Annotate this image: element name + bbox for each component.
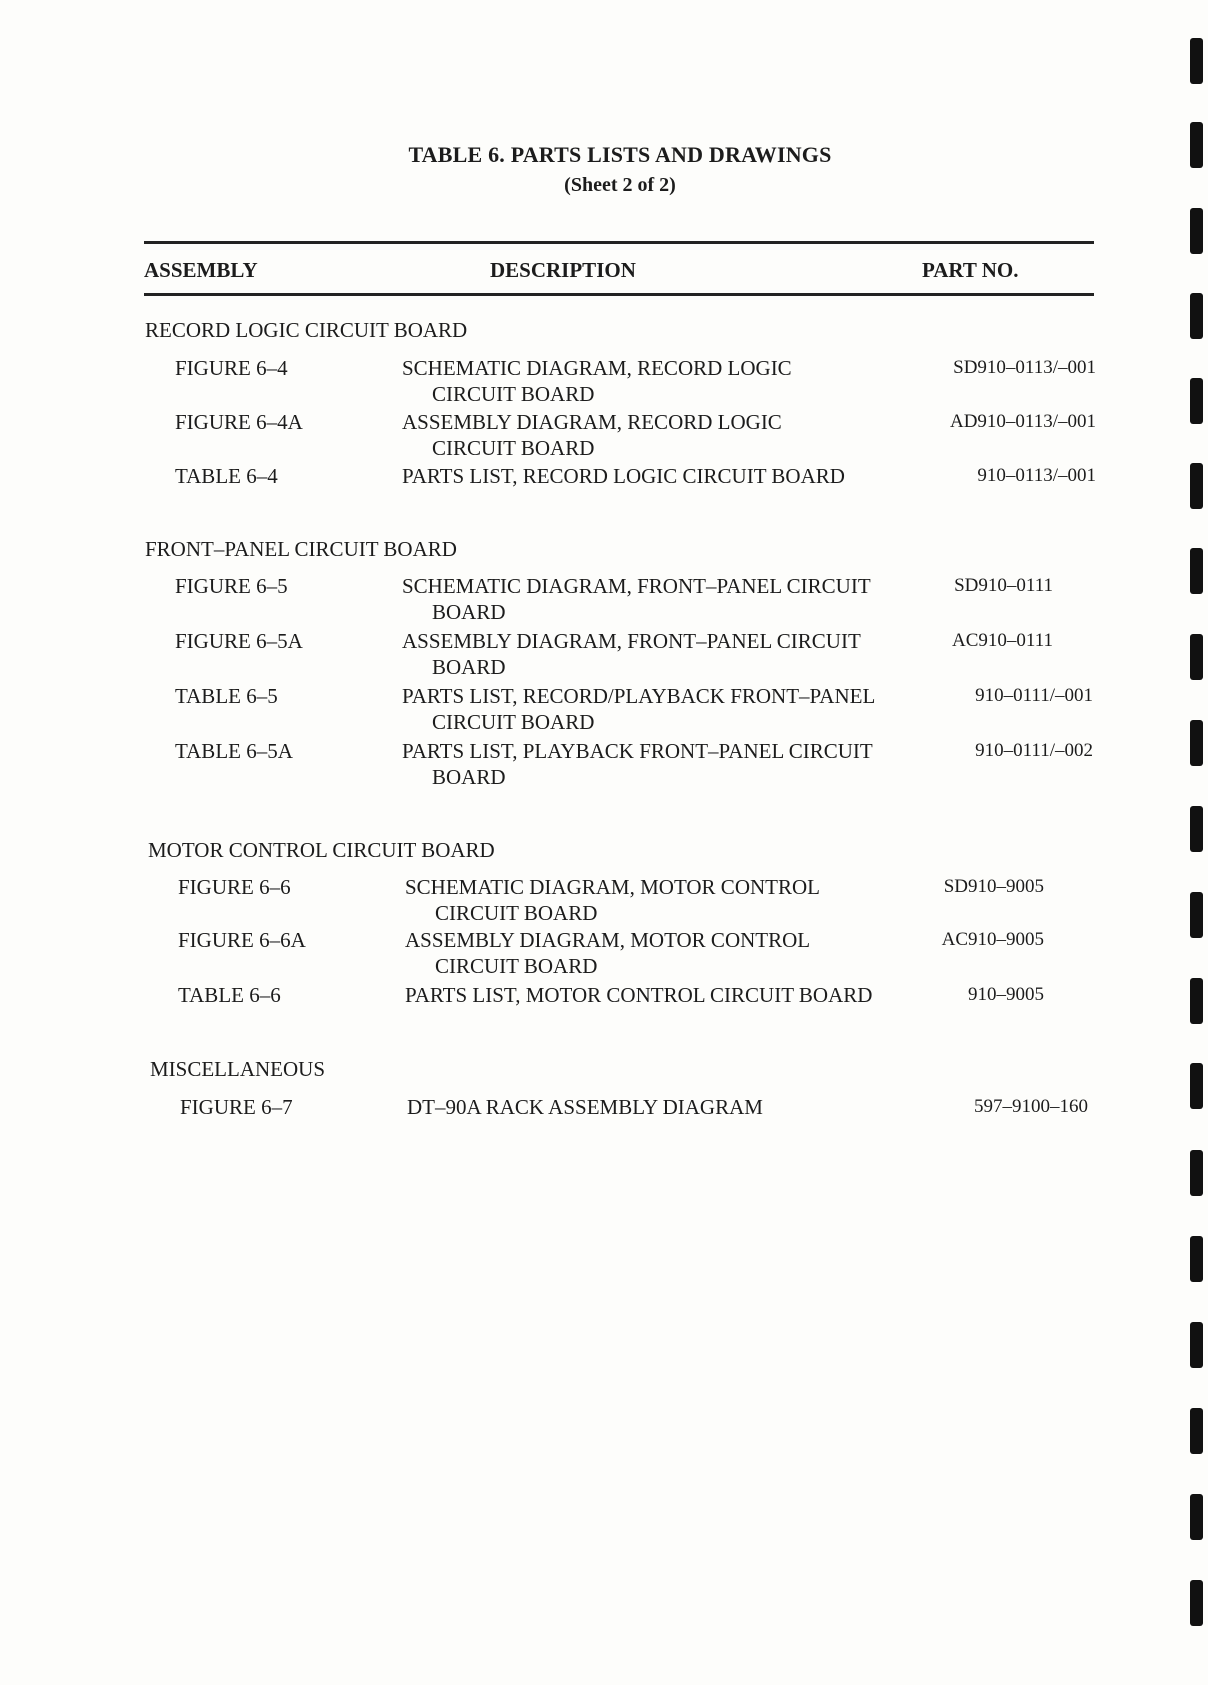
row-description-line1: PARTS LIST, RECORD LOGIC CIRCUIT BOARD [402,464,845,488]
row-reference: FIGURE 6–5 [175,574,288,598]
binder-hole-mark [1190,38,1203,84]
binder-hole-mark [1190,720,1203,766]
binder-hole-mark [1190,1408,1203,1454]
table-title: TABLE 6. PARTS LISTS AND DRAWINGS [408,142,832,167]
row-description-line2: CIRCUIT BOARD [435,954,598,978]
header-top-rule [144,241,1094,244]
row-reference: FIGURE 6–4 [175,356,288,380]
binder-hole-mark [1190,806,1203,852]
row-part-number: AC910–0111 [952,630,1053,651]
row-description-line1: ASSEMBLY DIAGRAM, RECORD LOGIC [402,410,782,434]
row-description [405,927,925,979]
binder-hole-mark [1190,892,1203,938]
row-description [407,1094,927,1120]
binder-hole-mark [1190,378,1203,424]
row-description [402,628,922,680]
row-reference: FIGURE 6–6 [178,875,291,899]
row-description-line2: CIRCUIT BOARD [432,710,595,734]
row-description [405,874,925,926]
row-part-number: SD910–0113/–001 [953,357,1096,378]
section-title: MOTOR CONTROL CIRCUIT BOARD [148,838,495,862]
row-description [405,982,925,1008]
row-description-line1: PARTS LIST, MOTOR CONTROL CIRCUIT BOARD [405,983,873,1007]
row-reference: TABLE 6–4 [175,464,278,488]
row-description-line2: CIRCUIT BOARD [432,382,595,406]
row-description-line2: CIRCUIT BOARD [432,436,595,460]
row-reference: FIGURE 6–4A [175,410,303,434]
row-description [402,463,922,489]
row-description-line1: ASSEMBLY DIAGRAM, MOTOR CONTROL [405,928,811,952]
row-part-number: SD910–0111 [954,575,1053,596]
binder-hole-mark [1190,208,1203,254]
binder-hole-mark [1190,1150,1203,1196]
row-description-line1: SCHEMATIC DIAGRAM, FRONT–PANEL CIRCUIT [402,574,871,598]
row-part-number: AC910–9005 [941,929,1044,950]
header-bottom-rule [144,293,1094,296]
row-description-line1: SCHEMATIC DIAGRAM, RECORD LOGIC [402,356,792,380]
row-description-line2: BOARD [432,765,506,789]
section-title: RECORD LOGIC CIRCUIT BOARD [145,318,468,342]
row-reference: TABLE 6–5 [175,684,278,708]
row-description-line1: ASSEMBLY DIAGRAM, FRONT–PANEL CIRCUIT [402,629,861,653]
binder-hole-mark [1190,1063,1203,1109]
row-part-number: 910–0111/–002 [975,740,1093,761]
table-title-block [0,142,1208,197]
binder-hole-mark [1190,634,1203,680]
column-header-description: DESCRIPTION [490,258,636,282]
binder-hole-mark [1190,1494,1203,1540]
row-description-line2: BOARD [432,600,506,624]
binder-hole-mark [1190,463,1203,509]
row-description-line2: BOARD [432,655,506,679]
row-reference: TABLE 6–5A [175,739,293,763]
row-description-line1: SCHEMATIC DIAGRAM, MOTOR CONTROL [405,875,820,899]
row-reference: FIGURE 6–7 [180,1095,293,1119]
row-reference: FIGURE 6–6A [178,928,306,952]
column-header-assembly: ASSEMBLY [144,258,258,282]
row-part-number: 597–9100–160 [974,1096,1088,1117]
row-description [402,355,922,407]
row-part-number: 910–0111/–001 [975,685,1093,706]
row-reference: FIGURE 6–5A [175,629,303,653]
row-description-line1: PARTS LIST, PLAYBACK FRONT–PANEL CIRCUIT [402,739,873,763]
binder-hole-mark [1190,1236,1203,1282]
row-description-line2: CIRCUIT BOARD [435,901,598,925]
binder-hole-mark [1190,122,1203,168]
row-description [402,683,922,735]
binder-holes [1190,0,1208,1685]
section-title: MISCELLANEOUS [150,1057,326,1081]
row-description-line1: PARTS LIST, RECORD/PLAYBACK FRONT–PANEL [402,684,876,708]
row-description [402,738,922,790]
row-part-number: 910–0113/–001 [977,465,1096,486]
row-description [402,573,922,625]
row-part-number: 910–9005 [968,984,1044,1005]
binder-hole-mark [1190,548,1203,594]
binder-hole-mark [1190,978,1203,1024]
row-description [402,409,922,461]
row-part-number: AD910–0113/–001 [949,411,1096,432]
row-reference: TABLE 6–6 [178,983,281,1007]
table-subtitle: (Sheet 2 of 2) [564,174,676,196]
row-part-number: SD910–9005 [943,876,1044,897]
binder-hole-mark [1190,293,1203,339]
binder-hole-mark [1190,1322,1203,1368]
binder-hole-mark [1190,1580,1203,1626]
row-description-line1: DT–90A RACK ASSEMBLY DIAGRAM [407,1095,763,1119]
column-header-part-no: PART NO. [922,258,1019,282]
section-title: FRONT–PANEL CIRCUIT BOARD [145,537,457,561]
